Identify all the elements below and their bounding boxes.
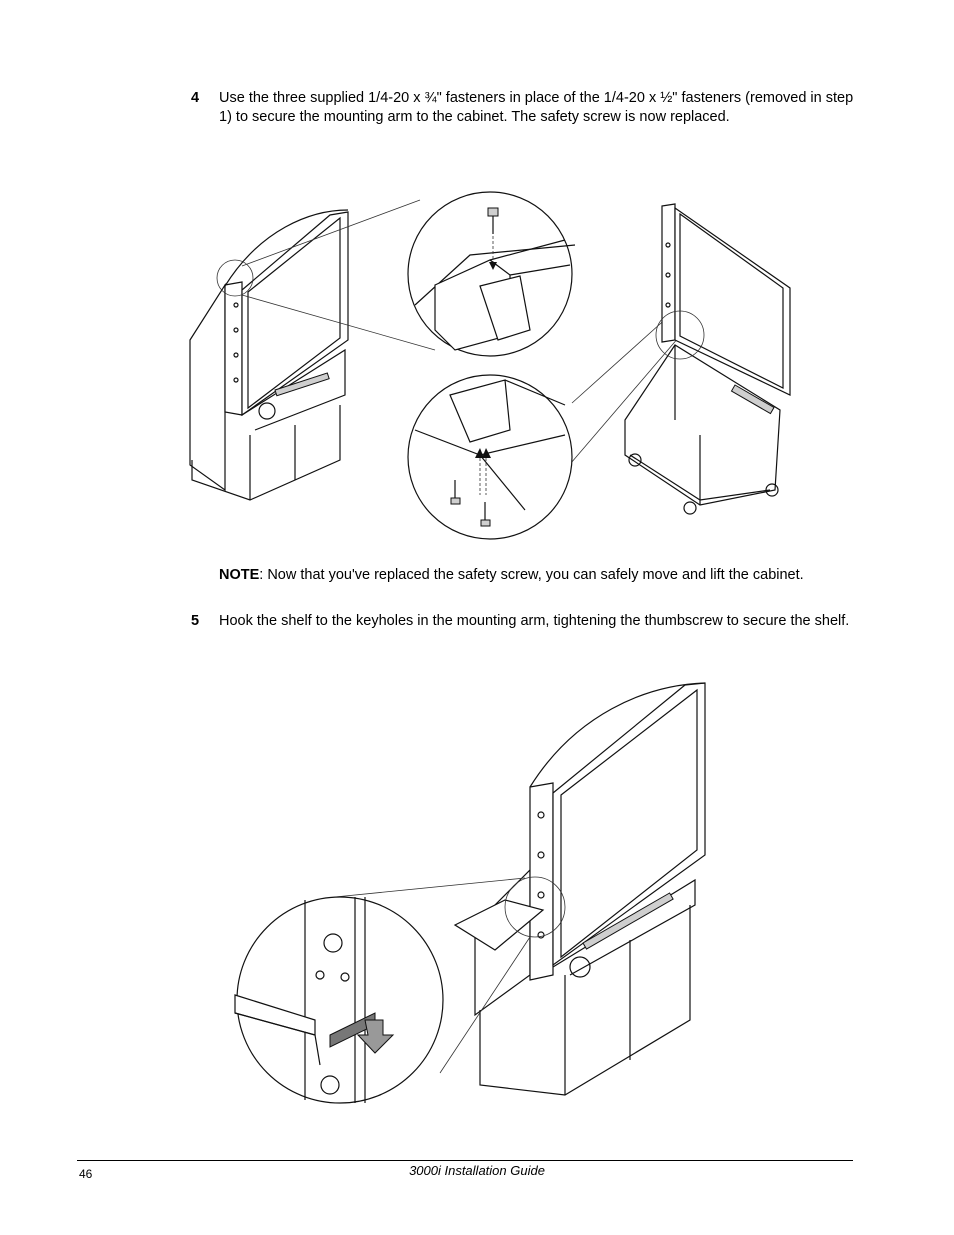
- figure-fastener-replacement: [180, 190, 800, 550]
- callout-top-detail: [408, 192, 575, 356]
- step-text: Hook the shelf to the keyholes in the mounting arm, tightening the thumbscrew to secure the shelf.: [219, 613, 850, 629]
- step-number: 5: [191, 613, 200, 629]
- page-number: 46: [79, 1167, 93, 1181]
- right-cabinet-drawing: [625, 204, 790, 514]
- callout-bottom-detail: [408, 375, 572, 539]
- callout-shelf-keyhole-detail: [235, 897, 443, 1103]
- note-label: NOTE: [219, 567, 260, 583]
- footer-title: 3000i Installation Guide: [409, 1163, 545, 1178]
- step-text: Use the three supplied 1/4-20 x ¾" fasteners in place of the 1/4-20 x ½" fasteners (removed in step 1) to secure the mounting arm to the cabinet. The safety screw is now replaced.: [219, 90, 854, 125]
- footer-rule: [77, 1160, 853, 1161]
- note: [219, 566, 819, 585]
- cabinet-with-shelf-drawing: [455, 683, 705, 1095]
- step-number: 4: [191, 90, 200, 106]
- note-text: : Now that you've replaced the safety screw, you can safely move and lift the cabinet.: [259, 567, 804, 583]
- left-cabinet-drawing: [190, 210, 348, 500]
- figure-shelf-attachment: [225, 675, 715, 1110]
